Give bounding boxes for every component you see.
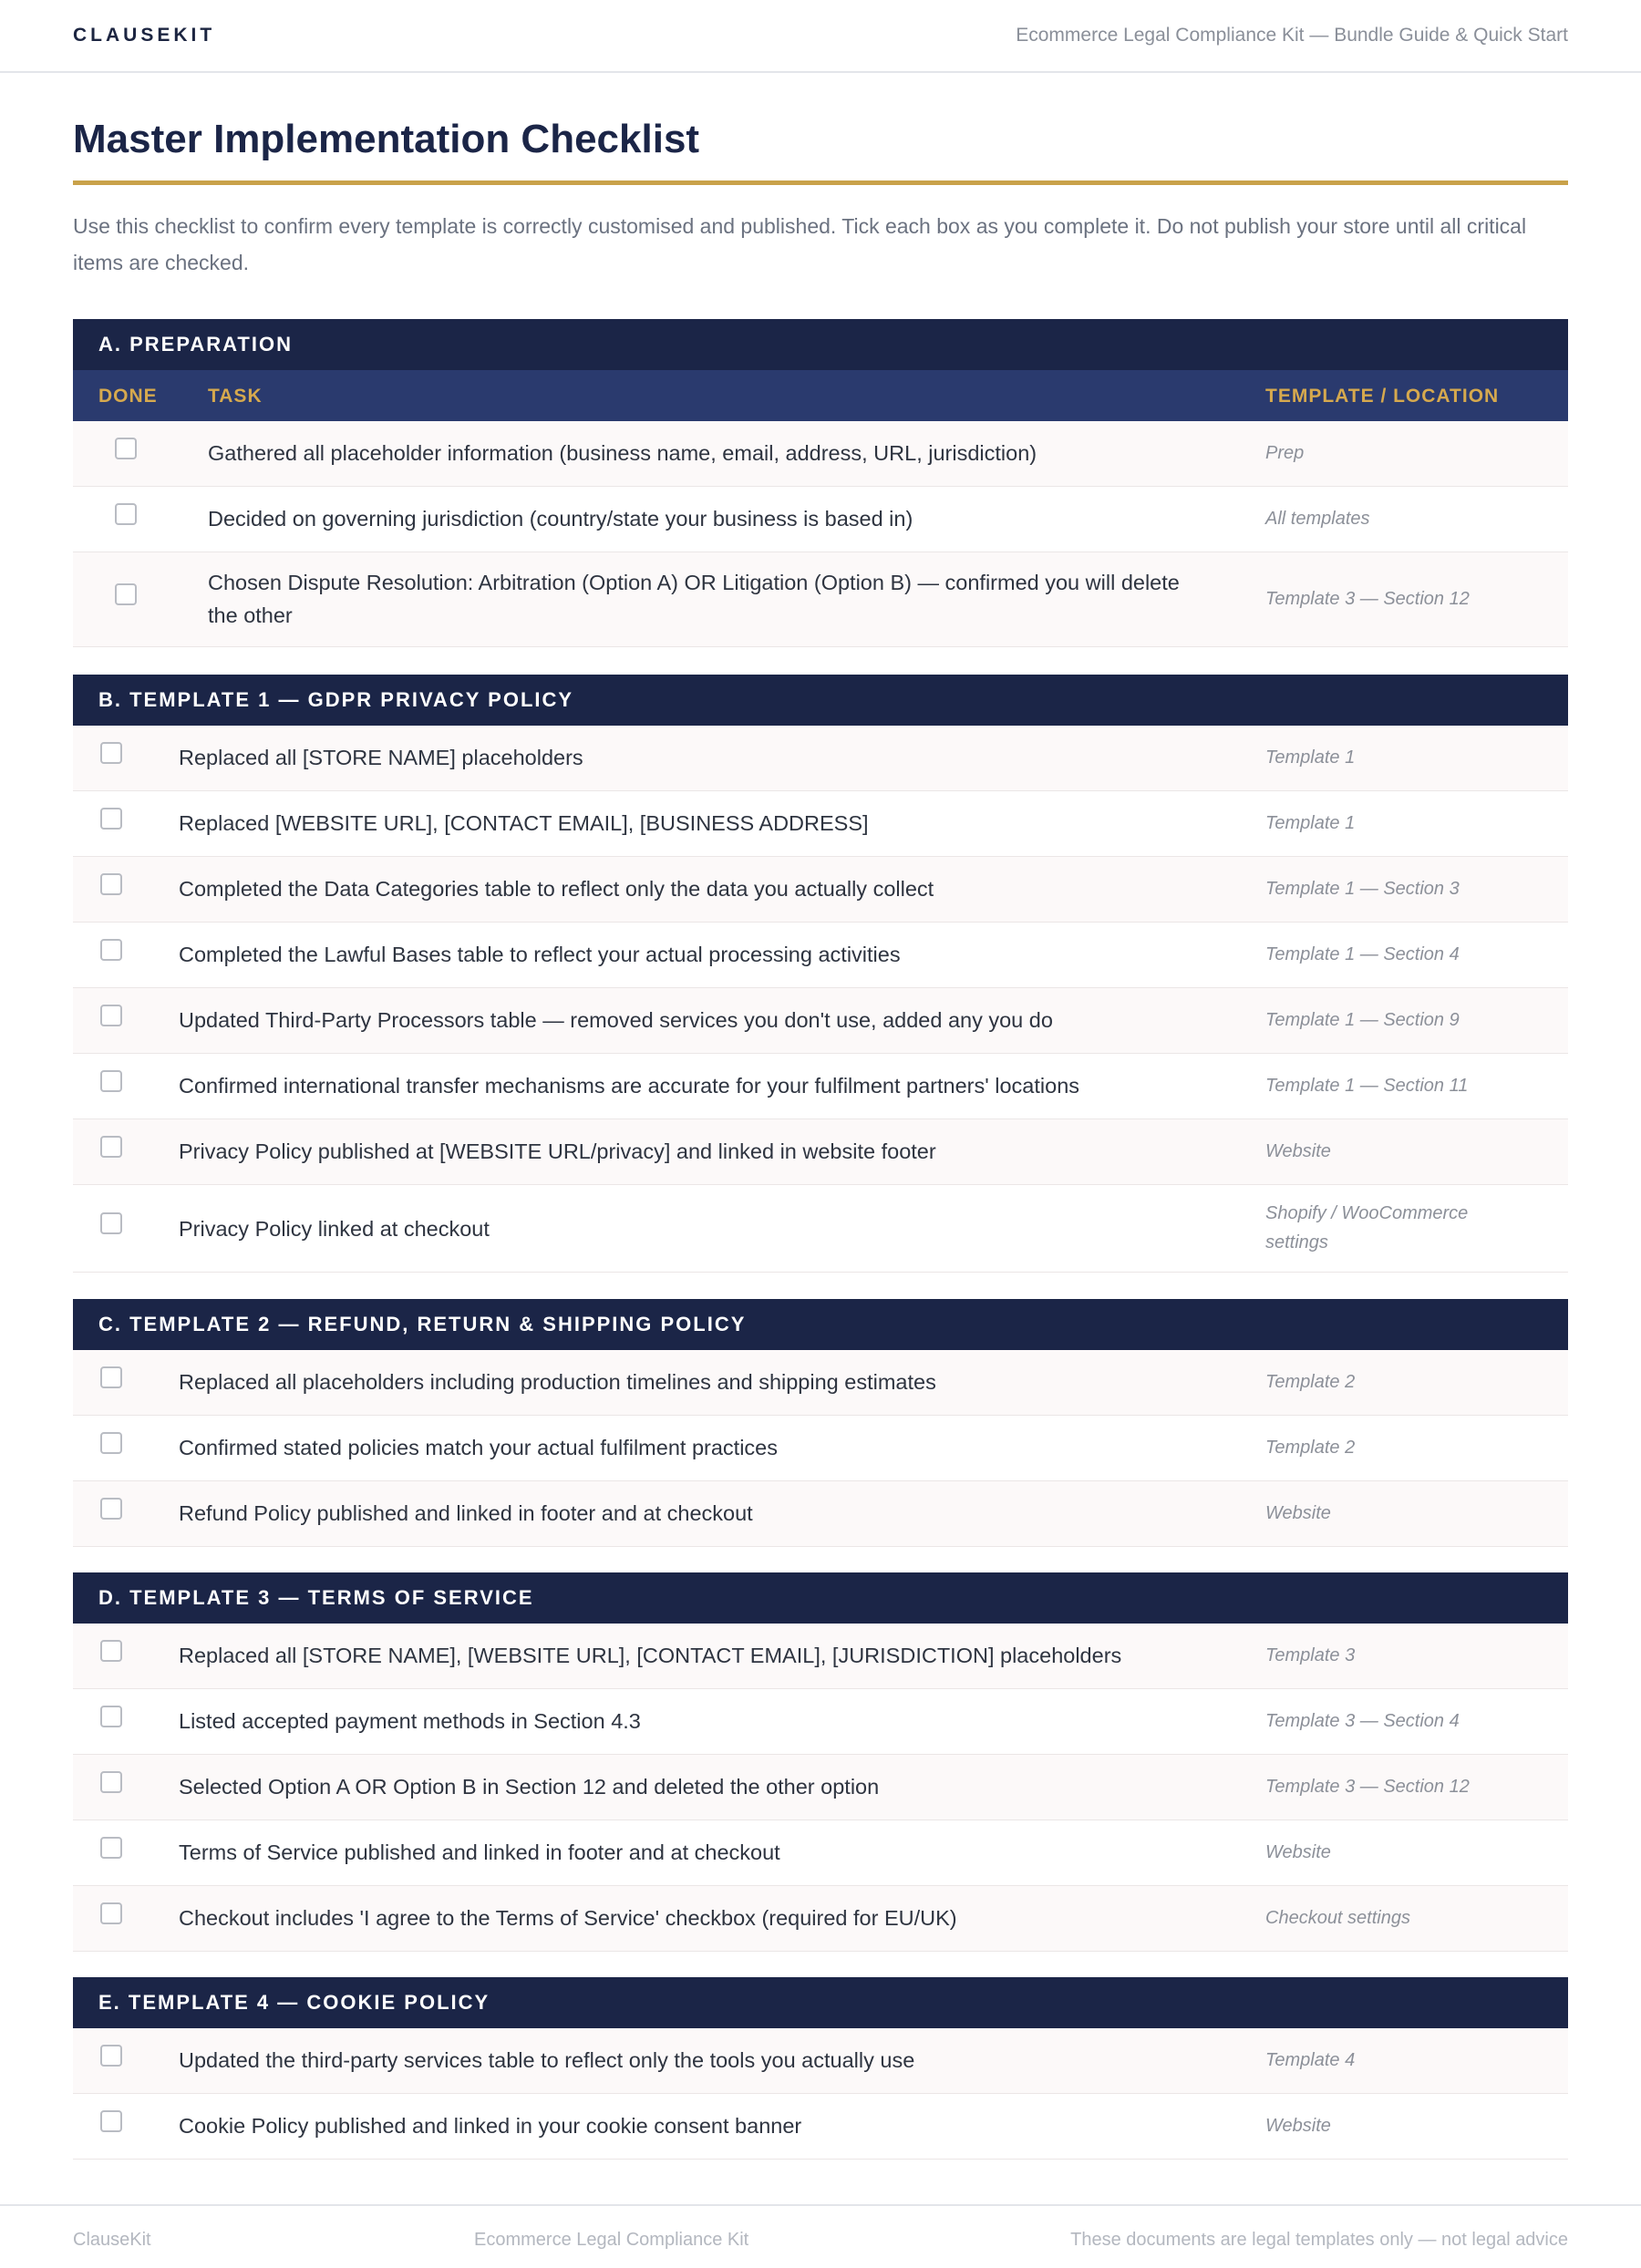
task-text: Replaced [WEBSITE URL], [CONTACT EMAIL], [BUSINESS ADDRESS]: [179, 811, 869, 835]
task-text: Refund Policy published and linked in footer and at checkout: [179, 1501, 753, 1525]
footer-disclaimer: These documents are legal templates only — not legal advice: [1070, 2230, 1568, 2250]
location-text: Template 3 — Section 12: [1265, 1777, 1470, 1797]
location-text: All templates: [1265, 509, 1370, 529]
checklist-row: [73, 1624, 1568, 1689]
checkbox[interactable]: [100, 1136, 122, 1158]
task-text: Privacy Policy published at [WEBSITE URL/privacy] and linked in website footer: [179, 1139, 936, 1163]
section-preparation: [73, 319, 1568, 647]
location-text: Website: [1265, 1503, 1331, 1523]
checklist-row: [73, 1119, 1568, 1185]
checkbox[interactable]: [100, 1212, 122, 1234]
intro-text: Use this checklist to confirm every template is correctly customised and published. Tick each box as you complete it. Do not publish your store until all critical items are checked.: [73, 214, 1527, 274]
task-text: Replaced all placeholders including production timelines and shipping estimates: [179, 1370, 936, 1394]
checklist-row: [73, 1886, 1568, 1952]
task-text: Replaced all [STORE NAME] placeholders: [179, 746, 583, 769]
task-text: Listed accepted payment methods in Section 4.3: [179, 1709, 641, 1733]
section-template-4: [73, 1977, 1568, 2160]
checkbox[interactable]: [100, 1070, 122, 1092]
checkbox[interactable]: [100, 2110, 122, 2132]
checkbox[interactable]: [100, 1005, 122, 1026]
page-title: Master Implementation Checklist: [73, 117, 700, 161]
checklist-row: [73, 552, 1568, 647]
checklist-row: [73, 726, 1568, 791]
title-divider: [73, 180, 1568, 185]
section-heading: A. PREPARATION: [73, 319, 1568, 370]
document-title: Ecommerce Legal Compliance Kit — Bundle Guide & Quick Start: [1016, 25, 1568, 46]
location-text: Checkout settings: [1265, 1908, 1410, 1928]
checkbox[interactable]: [100, 742, 122, 764]
checklist-row: [73, 1185, 1568, 1273]
page-footer: [0, 2204, 1641, 2268]
location-text: Template 3 — Section 12: [1265, 589, 1470, 609]
checkbox[interactable]: [100, 1706, 122, 1727]
checklist-row: [73, 791, 1568, 857]
checklist-row: [73, 1820, 1568, 1886]
task-text: Updated the third-party services table to reflect only the tools you actually use: [179, 2048, 915, 2072]
checklist-row: [73, 1481, 1568, 1547]
checkbox[interactable]: [100, 1366, 122, 1388]
checkbox[interactable]: [100, 1902, 122, 1924]
checkbox[interactable]: [100, 1837, 122, 1859]
checklist-row: [73, 1755, 1568, 1820]
task-text: Confirmed stated policies match your actual fulfilment practices: [179, 1436, 778, 1459]
task-text: Selected Option A OR Option B in Section 12 and deleted the other option: [179, 1775, 880, 1799]
section-heading: D. TEMPLATE 3 — TERMS OF SERVICE: [73, 1572, 1568, 1624]
task-text: Completed the Lawful Bases table to reflect your actual processing activities: [179, 943, 901, 966]
task-text: Gathered all placeholder information (business name, email, address, URL, jurisdiction): [208, 441, 1037, 465]
task-text: Replaced all [STORE NAME], [WEBSITE URL], [CONTACT EMAIL], [JURISDICTION] placeholders: [179, 1644, 1122, 1667]
task-text: Cookie Policy published and linked in your cookie consent banner: [179, 2114, 802, 2138]
checkbox[interactable]: [100, 939, 122, 961]
section-heading: C. TEMPLATE 2 — REFUND, RETURN & SHIPPING POLICY: [73, 1299, 1568, 1350]
location-text: Website: [1265, 2116, 1331, 2136]
location-text: Template 2: [1265, 1372, 1356, 1392]
task-text: Confirmed international transfer mechanisms are accurate for your fulfilment partners' locations: [179, 1074, 1080, 1098]
location-text: Template 3: [1265, 1645, 1356, 1665]
location-text: Template 1 — Section 3: [1265, 879, 1460, 899]
checkbox[interactable]: [100, 1498, 122, 1520]
checkbox[interactable]: [115, 438, 137, 459]
task-text: Chosen Dispute Resolution: Arbitration (Option A) OR Litigation (Option B) — confirmed you will delete the other: [208, 571, 1180, 627]
checkbox[interactable]: [115, 583, 137, 605]
task-text: Checkout includes 'I agree to the Terms of Service' checkbox (required for EU/UK): [179, 1906, 957, 1930]
page-header: [0, 0, 1641, 73]
footer-brand: ClauseKit: [73, 2230, 151, 2250]
checkbox[interactable]: [100, 808, 122, 830]
checkbox[interactable]: [100, 873, 122, 895]
checklist-row: [73, 988, 1568, 1054]
brand-logo: CLAUSEKIT: [73, 25, 216, 46]
section-heading: B. TEMPLATE 1 — GDPR PRIVACY POLICY: [73, 675, 1568, 726]
checklist-row: [73, 421, 1568, 487]
checklist-row: [73, 923, 1568, 988]
location-text: Template 4: [1265, 2050, 1356, 2070]
footer-kit-name: Ecommerce Legal Compliance Kit: [474, 2230, 749, 2250]
location-text: Template 3 — Section 4: [1265, 1711, 1460, 1731]
column-header-done: DONE: [98, 386, 158, 407]
task-text: Updated Third-Party Processors table — removed services you don't use, added any you do: [179, 1008, 1053, 1032]
column-header-location: TEMPLATE / LOCATION: [1265, 386, 1500, 407]
location-text: Prep: [1265, 443, 1305, 463]
checklist-row: [73, 487, 1568, 552]
task-text: Terms of Service published and linked in footer and at checkout: [179, 1840, 780, 1864]
checklist-row: [73, 2094, 1568, 2160]
checklist-row: [73, 1416, 1568, 1481]
task-text: Decided on governing jurisdiction (country/state your business is based in): [208, 507, 913, 531]
location-text: Template 1 — Section 11: [1265, 1076, 1469, 1096]
task-text: Privacy Policy linked at checkout: [179, 1217, 490, 1241]
task-text: Completed the Data Categories table to reflect only the data you actually collect: [179, 877, 934, 901]
location-text: Website: [1265, 1141, 1331, 1161]
location-text: Template 1 — Section 4: [1265, 944, 1460, 964]
checkbox[interactable]: [100, 2045, 122, 2067]
checkbox[interactable]: [100, 1640, 122, 1662]
section-template-1: [73, 675, 1568, 1273]
checklist-row: [73, 1689, 1568, 1755]
section-template-3: [73, 1572, 1568, 1952]
location-text: Template 1: [1265, 747, 1356, 768]
location-text: Website: [1265, 1842, 1331, 1862]
checkbox[interactable]: [100, 1771, 122, 1793]
column-header-row: [73, 370, 1568, 421]
checklist-row: [73, 857, 1568, 923]
column-header-task: TASK: [208, 386, 263, 407]
location-text: Template 2: [1265, 1438, 1356, 1458]
location-text: Shopify / WooCommerce settings: [1265, 1203, 1469, 1253]
checkbox[interactable]: [115, 503, 137, 525]
location-text: Template 1 — Section 9: [1265, 1010, 1460, 1030]
checklist-row: [73, 1350, 1568, 1416]
section-template-2: [73, 1299, 1568, 1547]
checklist-row: [73, 1054, 1568, 1119]
checkbox[interactable]: [100, 1432, 122, 1454]
checklist-row: [73, 2028, 1568, 2094]
location-text: Template 1: [1265, 813, 1356, 833]
section-heading: E. TEMPLATE 4 — COOKIE POLICY: [73, 1977, 1568, 2028]
